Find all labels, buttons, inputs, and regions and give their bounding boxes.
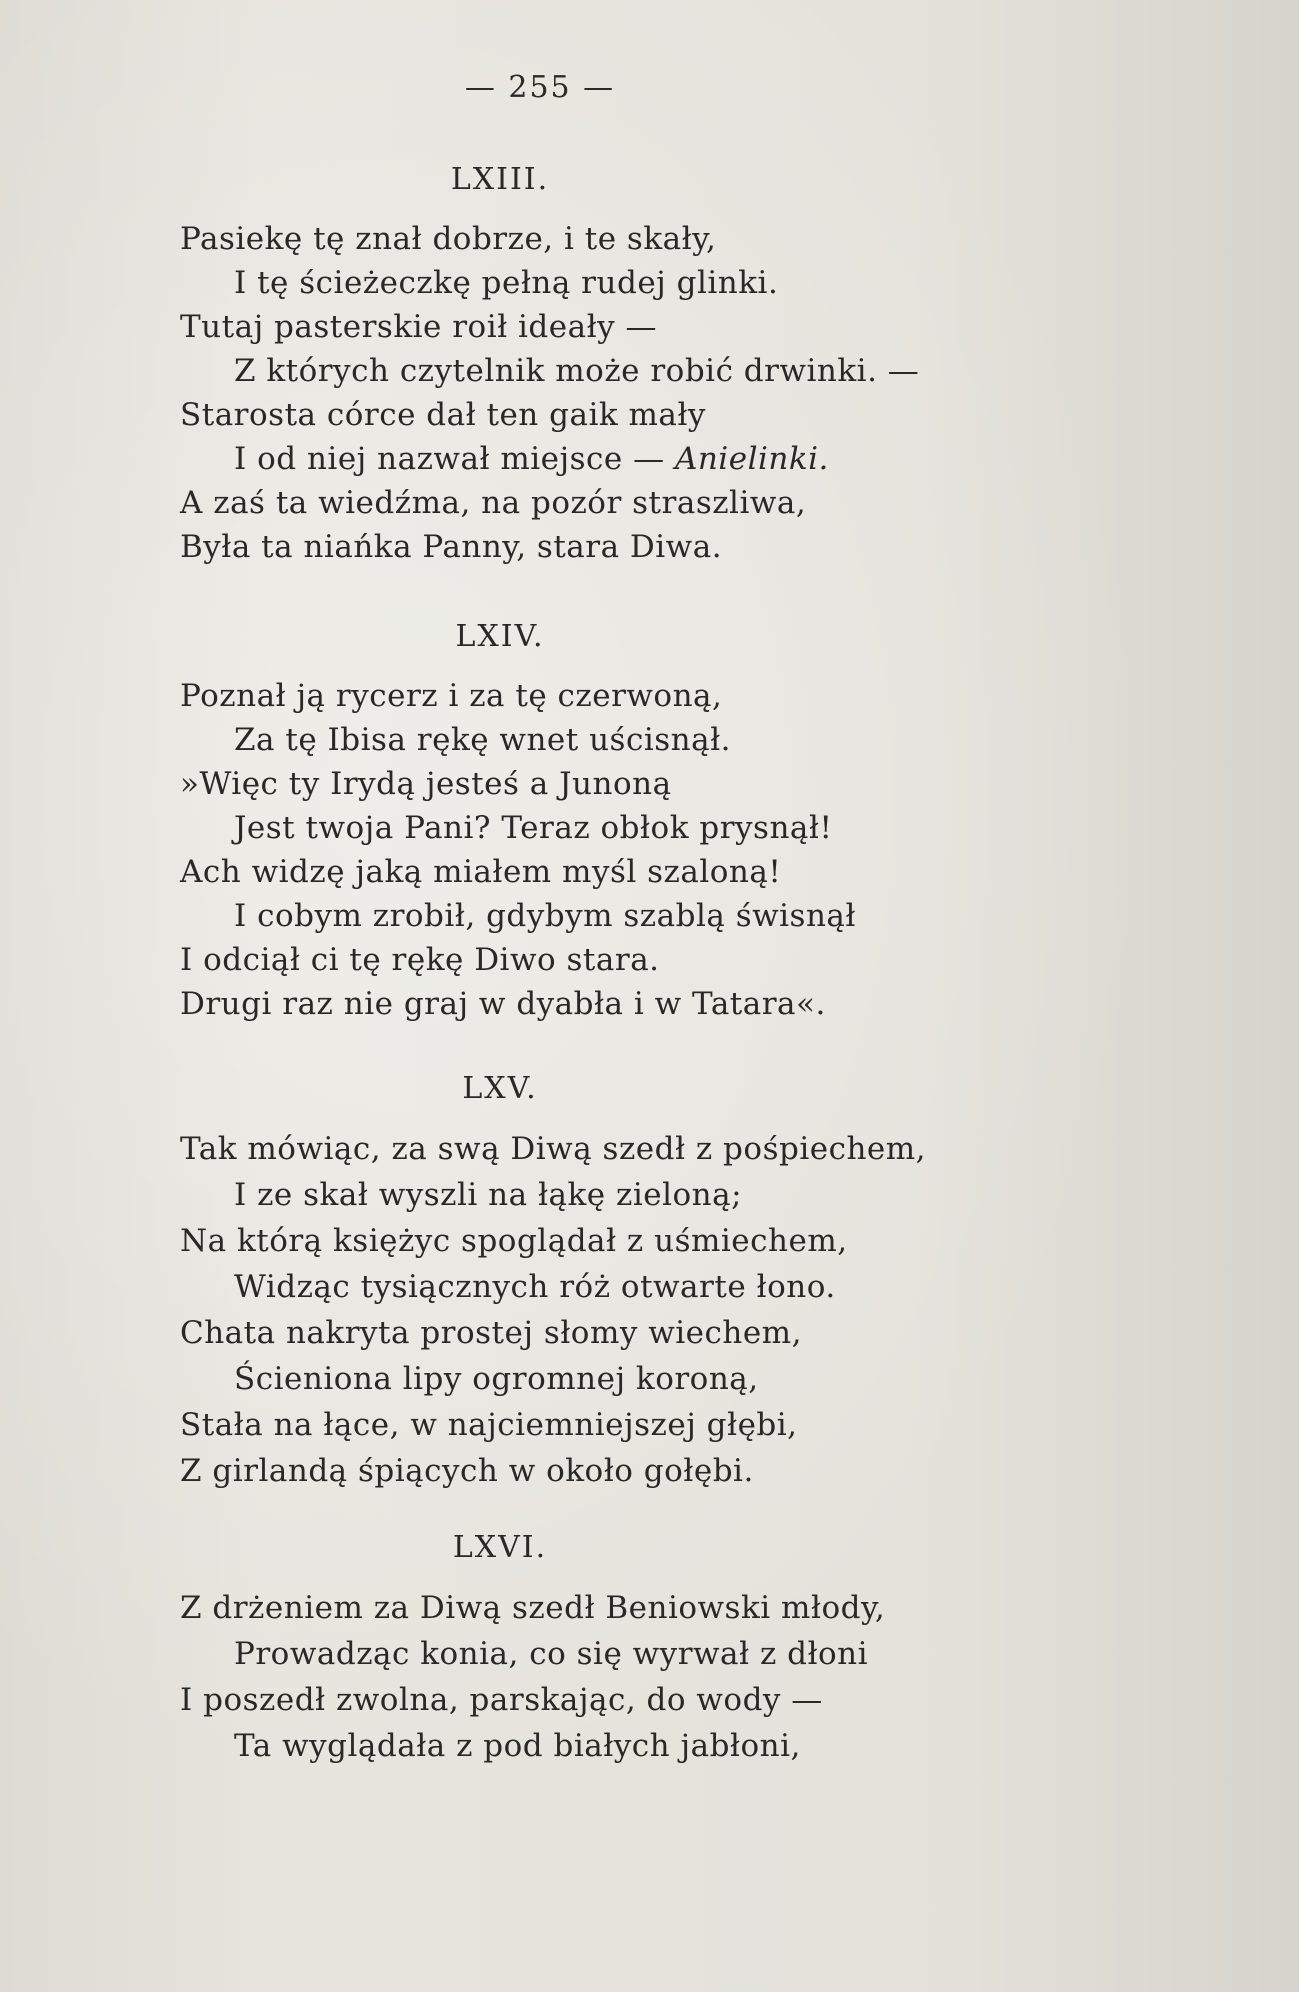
verse-line: I poszedł zwolna, parskając, do wody — [180, 1682, 823, 1718]
verse-line: Była ta niańka Panny, stara Diwa. [180, 529, 723, 565]
verse-line: Starosta córce dał ten gaik mały [180, 397, 706, 433]
verse-line-with-place [180, 437, 1060, 481]
verse-line: Tutaj pasterskie roił ideały — [180, 309, 658, 345]
verse-line: I ze skał wyszli na łąkę zieloną; [234, 1177, 743, 1213]
verse-line: Na którą księżyc spoglądał z uśmiechem, [180, 1223, 848, 1259]
verse-line: Jest twoja Pani? Teraz obłok prysnął! [234, 810, 833, 846]
verse-line: Chata nakryta prostej słomy wiechem, [180, 1315, 802, 1351]
verse-line: Z których czytelnik może robić drwinki. — [234, 353, 920, 389]
place-name: Anielinki. [674, 441, 829, 477]
stanza-lxiv [180, 619, 1060, 1026]
stanza-heading: LXIII. [450, 162, 550, 197]
stanza-heading: LXV. [462, 1071, 538, 1106]
verse-line: Ta wyglądała z pod białych jabłoni, [234, 1728, 801, 1764]
verse-line: Widząc tysiącznych róż otwarte łono. [234, 1269, 836, 1305]
stanza-lxv [180, 1071, 1060, 1494]
verse-line: Ścieniona lipy ogromnej koroną, [234, 1361, 759, 1397]
verse-line: I tę ścieżeczkę pełną rudej glinki. [234, 265, 779, 301]
stanza-heading: LXVI. [452, 1530, 548, 1565]
verse-line: Pasiekę tę znał dobrze, i te skały, [180, 221, 717, 257]
verse-line: I cobym zrobił, gdybym szablą świsnął [234, 898, 856, 934]
verse-line: Z girlandą śpiących w około gołębi. [180, 1453, 754, 1489]
stanza-heading: LXIV. [455, 619, 545, 654]
verse-line-text: I od niej nazwał miejsce — [234, 441, 675, 477]
verse-line: I odciął ci tę rękę Diwo stara. [180, 942, 660, 978]
verse-line: Za tę Ibisa rękę wnet uścisnął. [234, 722, 731, 758]
verse-line: Prowadząc konia, co się wyrwał z dłoni [234, 1636, 869, 1672]
stanza-lxiii [180, 162, 1060, 569]
verse-line: Z drżeniem za Diwą szedł Beniowski młody, [180, 1590, 886, 1626]
verse-line: »Więc ty Irydą jesteś a Junoną [180, 766, 672, 802]
verse-line: A zaś ta wiedźma, na pozór straszliwa, [180, 485, 807, 521]
verse-line: Stała na łące, w najciemniejszej głębi, [180, 1407, 798, 1443]
verse-line: Poznał ją rycerz i za tę czerwoną, [180, 678, 723, 714]
stanza-lxvi [180, 1530, 1060, 1769]
verse-line: Tak mówiąc, za swą Diwą szedł z pośpiechem, [180, 1131, 927, 1167]
verse-line: Drugi raz nie graj w dyabła i w Tatara«. [180, 986, 826, 1022]
verse-line: Ach widzę jaką miałem myśl szaloną! [180, 854, 782, 890]
page-number: — 255 — [464, 70, 616, 105]
